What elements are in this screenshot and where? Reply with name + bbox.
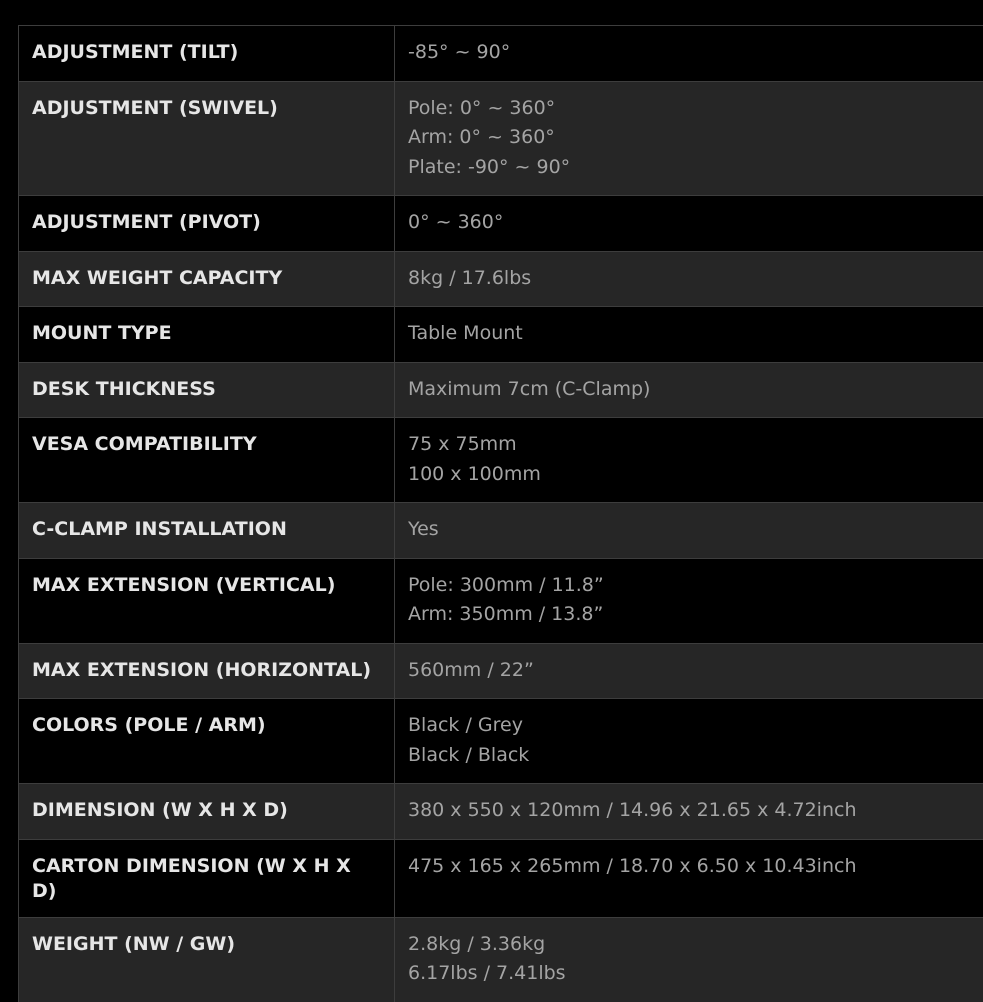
spec-value-line: Arm: 350mm / 13.8” [408,600,970,630]
spec-value-line: Maximum 7cm (C-Clamp) [408,375,970,405]
spec-value-line: Black / Black [408,741,970,771]
spec-value-line: 560mm / 22” [408,656,970,686]
spec-row [19,558,983,643]
spec-value-line: 0° ~ 360° [408,208,970,238]
spec-value [395,558,983,643]
spec-value [395,917,983,1002]
spec-value [395,418,983,503]
spec-row [19,839,983,917]
spec-label: ADJUSTMENT (TILT) [19,26,395,82]
spec-value [395,839,983,917]
spec-row [19,81,983,196]
spec-label: MAX WEIGHT CAPACITY [19,251,395,307]
spec-value-line: -85° ~ 90° [408,38,970,68]
spec-label: DESK THICKNESS [19,362,395,418]
spec-value-line: 75 x 75mm [408,430,970,460]
spec-value-line: 475 x 165 x 265mm / 18.70 x 6.50 x 10.43inch [408,852,970,882]
spec-value-line: Arm: 0° ~ 360° [408,123,970,153]
spec-label: VESA COMPATIBILITY [19,418,395,503]
spec-value-line: Plate: -90° ~ 90° [408,153,970,183]
spec-label: MOUNT TYPE [19,307,395,363]
spec-label: C-CLAMP INSTALLATION [19,503,395,559]
spec-value-line: 380 x 550 x 120mm / 14.96 x 21.65 x 4.72inch [408,796,970,826]
spec-value-line: Pole: 300mm / 11.8” [408,571,970,601]
spec-value [395,196,983,252]
spec-row [19,503,983,559]
spec-label: DIMENSION (W X H X D) [19,784,395,840]
spec-label: MAX EXTENSION (HORIZONTAL) [19,643,395,699]
spec-value [395,699,983,784]
spec-value [395,784,983,840]
spec-value [395,643,983,699]
spec-label: ADJUSTMENT (SWIVEL) [19,81,395,196]
spec-label: ADJUSTMENT (PIVOT) [19,196,395,252]
spec-value [395,307,983,363]
spec-value [395,26,983,82]
spec-row [19,26,983,82]
spec-label: MAX EXTENSION (VERTICAL) [19,558,395,643]
spec-row [19,917,983,1002]
spec-row [19,699,983,784]
spec-row [19,362,983,418]
spec-value-line: 6.17lbs / 7.41lbs [408,959,970,989]
spec-row [19,643,983,699]
spec-value-line: Black / Grey [408,711,970,741]
spec-table [18,25,983,1002]
spec-row [19,307,983,363]
spec-value-line: Yes [408,515,970,545]
spec-value-line: 8kg / 17.6lbs [408,264,970,294]
spec-value [395,362,983,418]
spec-label: WEIGHT (NW / GW) [19,917,395,1002]
spec-row [19,418,983,503]
spec-row [19,784,983,840]
spec-row [19,196,983,252]
spec-value [395,81,983,196]
spec-value-line: Pole: 0° ~ 360° [408,94,970,124]
spec-value [395,503,983,559]
spec-value [395,251,983,307]
spec-value-line: 2.8kg / 3.36kg [408,930,970,960]
spec-label: CARTON DIMENSION (W X H X D) [19,839,395,917]
spec-value-line: Table Mount [408,319,970,349]
spec-row [19,251,983,307]
spec-table-body [19,26,983,1002]
spec-label: COLORS (POLE / ARM) [19,699,395,784]
spec-value-line: 100 x 100mm [408,460,970,490]
